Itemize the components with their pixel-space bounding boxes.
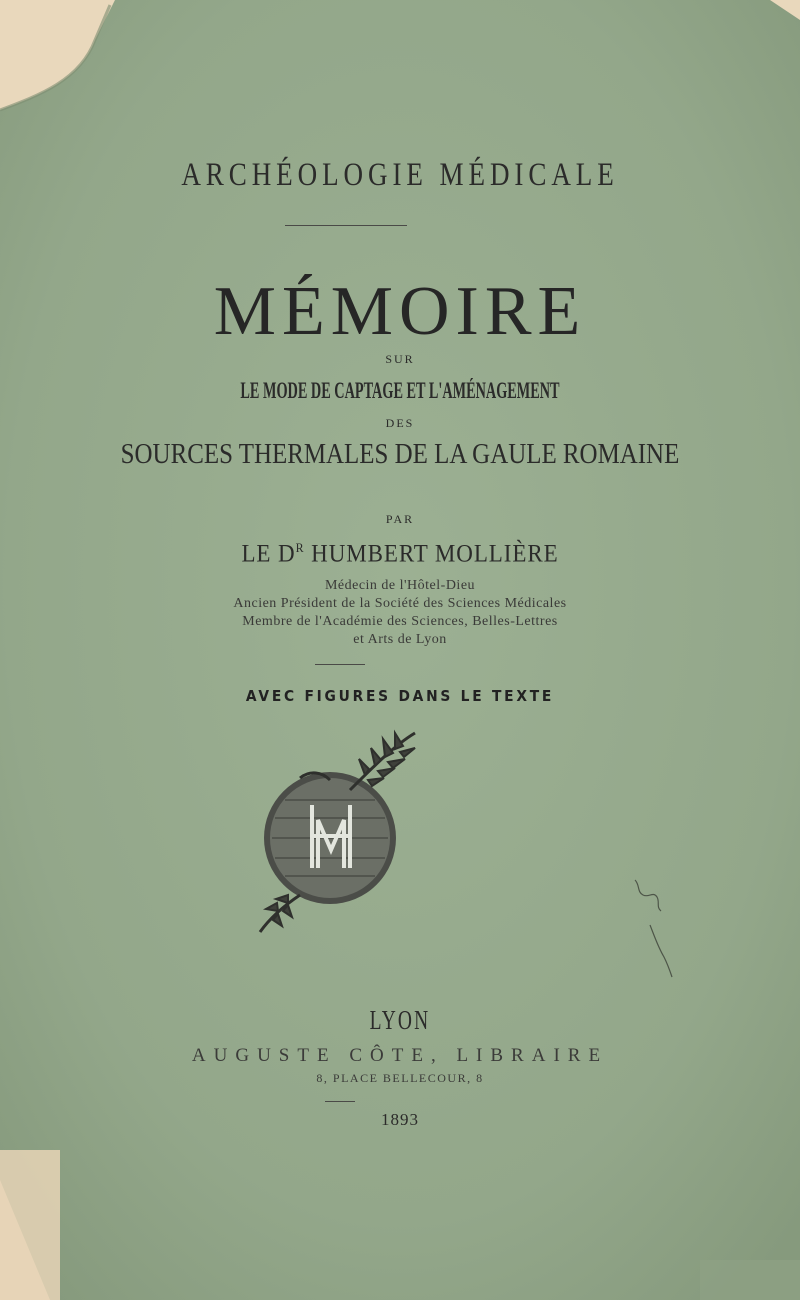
subtitle-line-1: LE MODE DE CAPTAGE ET L'AMÉNAGEMENT bbox=[240, 378, 560, 403]
rule-bottom bbox=[325, 1101, 355, 1102]
publisher-name: AUGUSTE CÔTE, LIBRAIRE bbox=[191, 1045, 609, 1066]
figures-note: AVEC FIGURES DANS LE TEXTE bbox=[245, 687, 555, 705]
credential-line: et Arts de Lyon bbox=[353, 632, 447, 647]
word-par: PAR bbox=[385, 512, 415, 526]
author-surname: HUMBERT MOLLIÈRE bbox=[304, 540, 559, 568]
series-title: ARCHÉOLOGIE MÉDICALE bbox=[181, 157, 619, 193]
author-sup: R bbox=[295, 540, 305, 555]
emblem-medallion bbox=[264, 772, 396, 904]
publication-year: 1893 bbox=[381, 1110, 419, 1129]
rule-top bbox=[285, 225, 407, 226]
credential-line: Ancien Président de la Société des Sciences Médicales bbox=[233, 596, 567, 611]
word-sur: SUR bbox=[385, 352, 415, 366]
credential-line: Médecin de l'Hôtel-Dieu bbox=[324, 578, 476, 593]
city-name: LYON bbox=[369, 1005, 431, 1035]
author-name bbox=[32, 540, 768, 568]
word-des: DES bbox=[385, 416, 415, 430]
author-prefix: LE D bbox=[241, 540, 296, 568]
credential-line: Membre de l'Académie des Sciences, Belles-Lettres bbox=[242, 614, 558, 629]
rule-middle bbox=[315, 664, 365, 665]
subtitle-line-2: SOURCES THERMALES DE LA GAULE ROMAINE bbox=[120, 438, 680, 470]
main-title: MÉMOIRE bbox=[213, 273, 587, 350]
publisher-address: 8, PLACE BELLECOUR, 8 bbox=[316, 1071, 484, 1085]
